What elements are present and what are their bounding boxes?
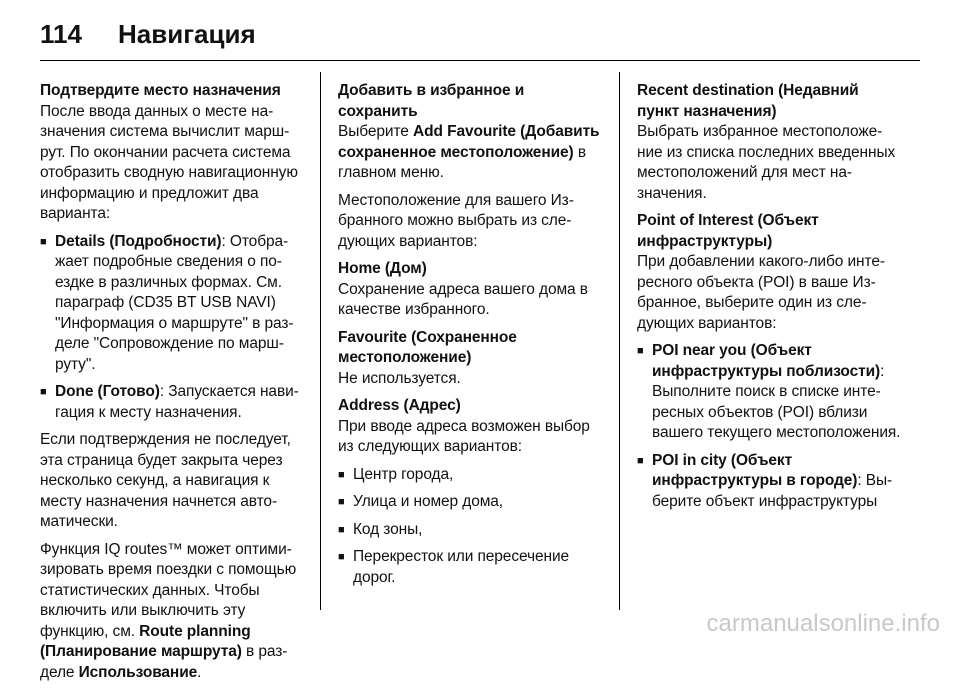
list-item [637, 451, 902, 513]
column-3 [637, 81, 902, 519]
add-favourite-heading: Добавить в избранное и сохранить [338, 82, 525, 120]
paragraph-text: . [197, 663, 202, 681]
page-header [40, 14, 256, 54]
option-name: POI in city (Объект инфраструктуры в городе) [652, 451, 858, 489]
add-favourite-menu-ref: Add Favourite (Добавить сохраненное местоположение) [338, 123, 600, 161]
header-rule [40, 60, 920, 61]
favourite-heading: Favourite (Сохраненное местоположение) [338, 328, 517, 366]
column-divider-2 [619, 72, 620, 610]
recent-destination-heading: Recent destination (Недавний пункт назначения) [637, 82, 859, 120]
column-2 [338, 81, 604, 595]
poi-text: При добавлении какого-либо интересного объекта (POI) в ваше Избранное, выберите один из следующих вариантов: [637, 253, 886, 332]
option-name: Done (Готово) [55, 383, 160, 400]
page-number: 114 [40, 18, 82, 49]
option-desc: : Запускается навигация к месту назначения. [55, 383, 299, 421]
route-planning-ref: Route planning (Планирование маршрута) [40, 622, 251, 660]
column-divider-1 [320, 72, 321, 610]
paragraph-text: Функция IQ routes™ может оптимизировать время поездки с помощью статистических данных. Чтобы включить или выключить эту функцию, см. [40, 540, 297, 640]
list-item: ■ Улица и номер дома, [338, 492, 604, 513]
list-item [637, 341, 902, 444]
auto-start-paragraph: Если подтверждения не последует, эта страница будет закрыта через несколько секунд, а навигация к месту назначения начнется автоматически. [40, 431, 291, 530]
paragraph-text: в разделе [40, 643, 288, 681]
list-item [40, 232, 305, 376]
list-item [40, 382, 305, 423]
address-heading: Address (Адрес) [338, 397, 461, 414]
paragraph-text: в главном меню. [338, 143, 586, 181]
confirm-intro: После ввода данных о месте назначения система вычислит маршрут. По окончании расчета система отобразить сводную навигационную информацию и предложит два варианта: [40, 102, 298, 222]
favourite-text: Не используется. [338, 369, 461, 387]
poi-heading: Point of Interest (Объект инфраструктуры) [637, 212, 819, 250]
usage-ref: Использование [78, 663, 198, 681]
confirm-destination-heading: Подтвердите место назначения [40, 82, 281, 99]
add-favourite-instruction [338, 122, 604, 184]
list-item: ■ Перекресток или пересечение дорог. [338, 547, 604, 588]
column-1 [40, 81, 305, 690]
paragraph-text: Выберите [338, 123, 414, 140]
iq-routes-paragraph [40, 540, 305, 684]
option-desc: : Выберите объект инфраструктуры [652, 472, 893, 510]
watermark: carmanualsonline.info [706, 610, 940, 637]
poi-options-list [637, 341, 902, 512]
address-text: При вводе адреса возможен выбор из следующих вариантов: [338, 417, 590, 455]
list-item: ■ Центр города, [338, 465, 604, 486]
recent-destination-text: Выбрать избранное местоположение из списка последних введенных местоположений для мест назначения. [637, 123, 896, 202]
option-desc: : Выполните поиск в списке интересных объектов (POI) вблизи вашего текущего местоположения. [652, 362, 901, 441]
home-text: Сохранение адреса вашего дома в качестве избранного. [338, 280, 588, 318]
option-name: POI near you (Объект инфраструктуры поблизости) [652, 342, 881, 380]
option-name: Details (Подробности) [55, 232, 222, 250]
option-desc: : Отображает подробные сведения о поездке в различных формах. См. параграф (CD35 BT USB NAVI) "Информация о маршруте" в разделе "Сопровождение по маршруту". [55, 232, 294, 373]
address-options-list [338, 465, 604, 589]
page-title: Навигация [118, 18, 256, 49]
list-item: ■ Код зоны, [338, 520, 604, 541]
confirm-options-list [40, 232, 305, 424]
home-heading: Home (Дом) [338, 260, 427, 277]
favourite-options-intro: Местоположение для вашего Избранного можно выбрать из следующих вариантов: [338, 191, 574, 250]
